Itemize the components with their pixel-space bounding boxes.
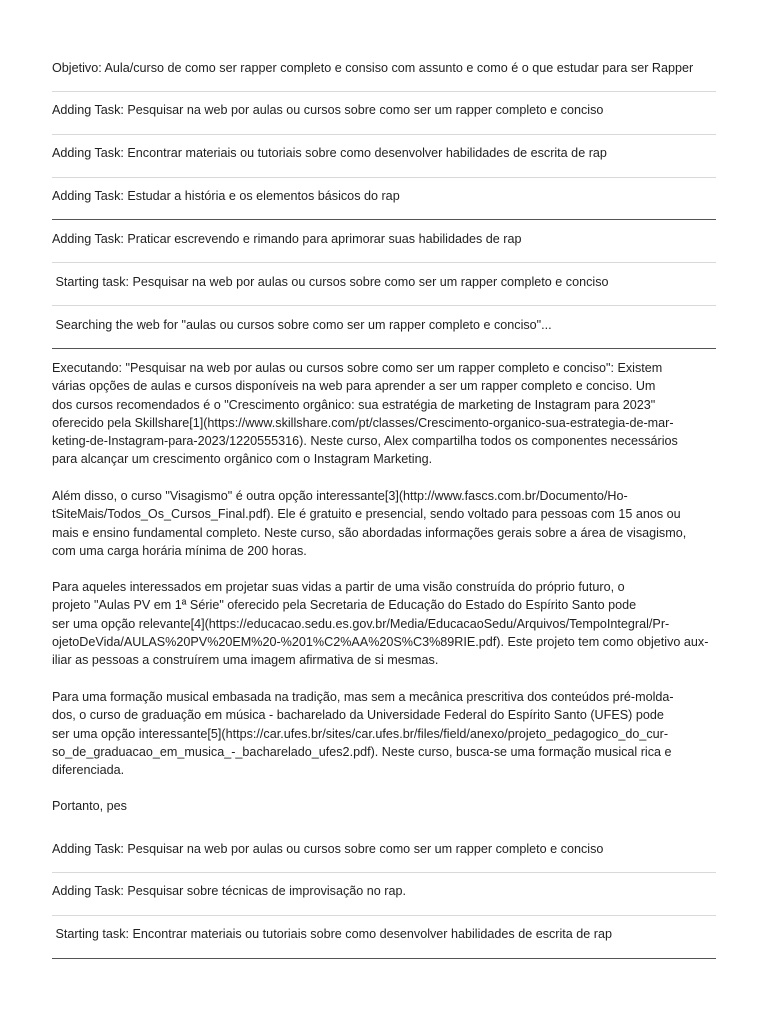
text-line: várias opções de aulas e cursos disponíveis na web para aprender a ser um rapper completo e conciso. Um (52, 379, 656, 394)
text-line: mais e ensino fundamental completo. Neste curso, são abordadas informações gerais sobre a área de visagismo, (52, 525, 687, 540)
text-line: ser uma opção relevante[4](https://educacao.sedu.es.gov.br/Media/EducacaoSedu/Arquivos/TempoIntegral/Pr- (52, 616, 670, 631)
task-line: Adding Task: Pesquisar na web por aulas ou cursos sobre como ser um rapper completo e conciso (52, 842, 604, 856)
text-line: diferenciada. (52, 763, 125, 778)
result-paragraph-4 (52, 688, 716, 779)
text-line: so_de_graduacao_em_musica_-_bacharelado_ufes2.pdf). Neste curso, busca-se uma formação musical rica e (52, 744, 672, 759)
task-line: Adding Task: Pesquisar sobre técnicas de improvisação no rap. (52, 884, 406, 898)
text-line: oferecido pela Skillshare[1](https://www.skillshare.com/pt/classes/Crescimento-organico-sua-estrategia-de-mar- (52, 415, 674, 430)
task-line: Adding Task: Estudar a história e os elementos básicos do rap (52, 189, 400, 203)
text-line: tSiteMais/Todos_Os_Cursos_Final.pdf). Ele é gratuito e presencial, sendo voltado para pessoas com 15 anos ou (52, 507, 681, 522)
objective-line: Objetivo: Aula/curso de como ser rapper completo e consiso com assunto e como é o que estudar para ser Rapper (52, 61, 694, 75)
divider (52, 872, 716, 873)
result-paragraph-5 (52, 797, 716, 815)
text-line: ser uma opção interessante[5](https://car.ufes.br/sites/car.ufes.br/files/field/anexo/projeto_pedagogico_do_cur- (52, 726, 669, 741)
text-line: para alcançar um crescimento orgânico com o Instagram Marketing. (52, 452, 433, 467)
task-line: Adding Task: Praticar escrevendo e rimando para aprimorar suas habilidades de rap (52, 232, 522, 246)
task-line: Adding Task: Encontrar materiais ou tutoriais sobre como desenvolver habilidades de escrita de rap (52, 146, 607, 160)
divider (52, 305, 716, 306)
result-paragraph-2 (52, 487, 716, 560)
text-line: Além disso, o curso "Visagismo" é outra opção interessante[3](http://www.fascs.com.br/Documento/Ho- (52, 489, 628, 503)
divider (52, 348, 716, 349)
text-line: dos, o curso de graduação em música - bacharelado da Universidade Federal do Espírito Santo (UFES) pode (52, 708, 664, 723)
text-line: Para uma formação musical embasada na tradição, mas sem a mecânica prescritiva dos conteúdos pré-molda- (52, 690, 674, 704)
divider (52, 958, 716, 959)
text-line: dos cursos recomendados é o "Crescimento orgânico: sua estratégia de marketing de Instagram para 2023" (52, 397, 656, 412)
starting-task-line: Starting task: Pesquisar na web por aulas ou cursos sobre como ser um rapper completo e conciso (52, 275, 609, 289)
divider (52, 177, 716, 178)
divider (52, 915, 716, 916)
text-line: iliar as pessoas a construírem uma imagem afirmativa de si mesmas. (52, 653, 439, 668)
starting-task-line: Starting task: Encontrar materiais ou tutoriais sobre como desenvolver habilidades de escrita de rap (52, 927, 613, 941)
task-line: Adding Task: Pesquisar na web por aulas ou cursos sobre como ser um rapper completo e conciso (52, 103, 604, 117)
text-line: com uma carga horária mínima de 200 horas. (52, 543, 307, 558)
divider (52, 262, 716, 263)
text-line: projeto "Aulas PV em 1ª Série" oferecido pela Secretaria de Educação do Estado do Espírito Santo pode (52, 598, 637, 613)
text-line: Para aqueles interessados em projetar suas vidas a partir de uma visão construída do próprio futuro, o (52, 580, 625, 594)
text-line: ojetoDeVida/AULAS%20PV%20EM%20-%201%C2%AA%20S%C3%89RIE.pdf). Este projeto tem como objetivo aux- (52, 634, 709, 649)
result-paragraph-3 (52, 578, 716, 669)
result-paragraph-1 (52, 359, 716, 469)
text-line: Portanto, pes (52, 799, 127, 813)
searching-line: Searching the web for "aulas ou cursos sobre como ser um rapper completo e conciso"... (52, 318, 552, 332)
text-line: Executando: "Pesquisar na web por aulas ou cursos sobre como ser um rapper completo e conciso": Existem (52, 361, 663, 375)
divider (52, 91, 716, 92)
text-line: keting-de-Instagram-para-2023/1220555316). Neste curso, Alex compartilha todos os componentes necessários (52, 434, 678, 449)
divider (52, 219, 716, 220)
divider (52, 134, 716, 135)
